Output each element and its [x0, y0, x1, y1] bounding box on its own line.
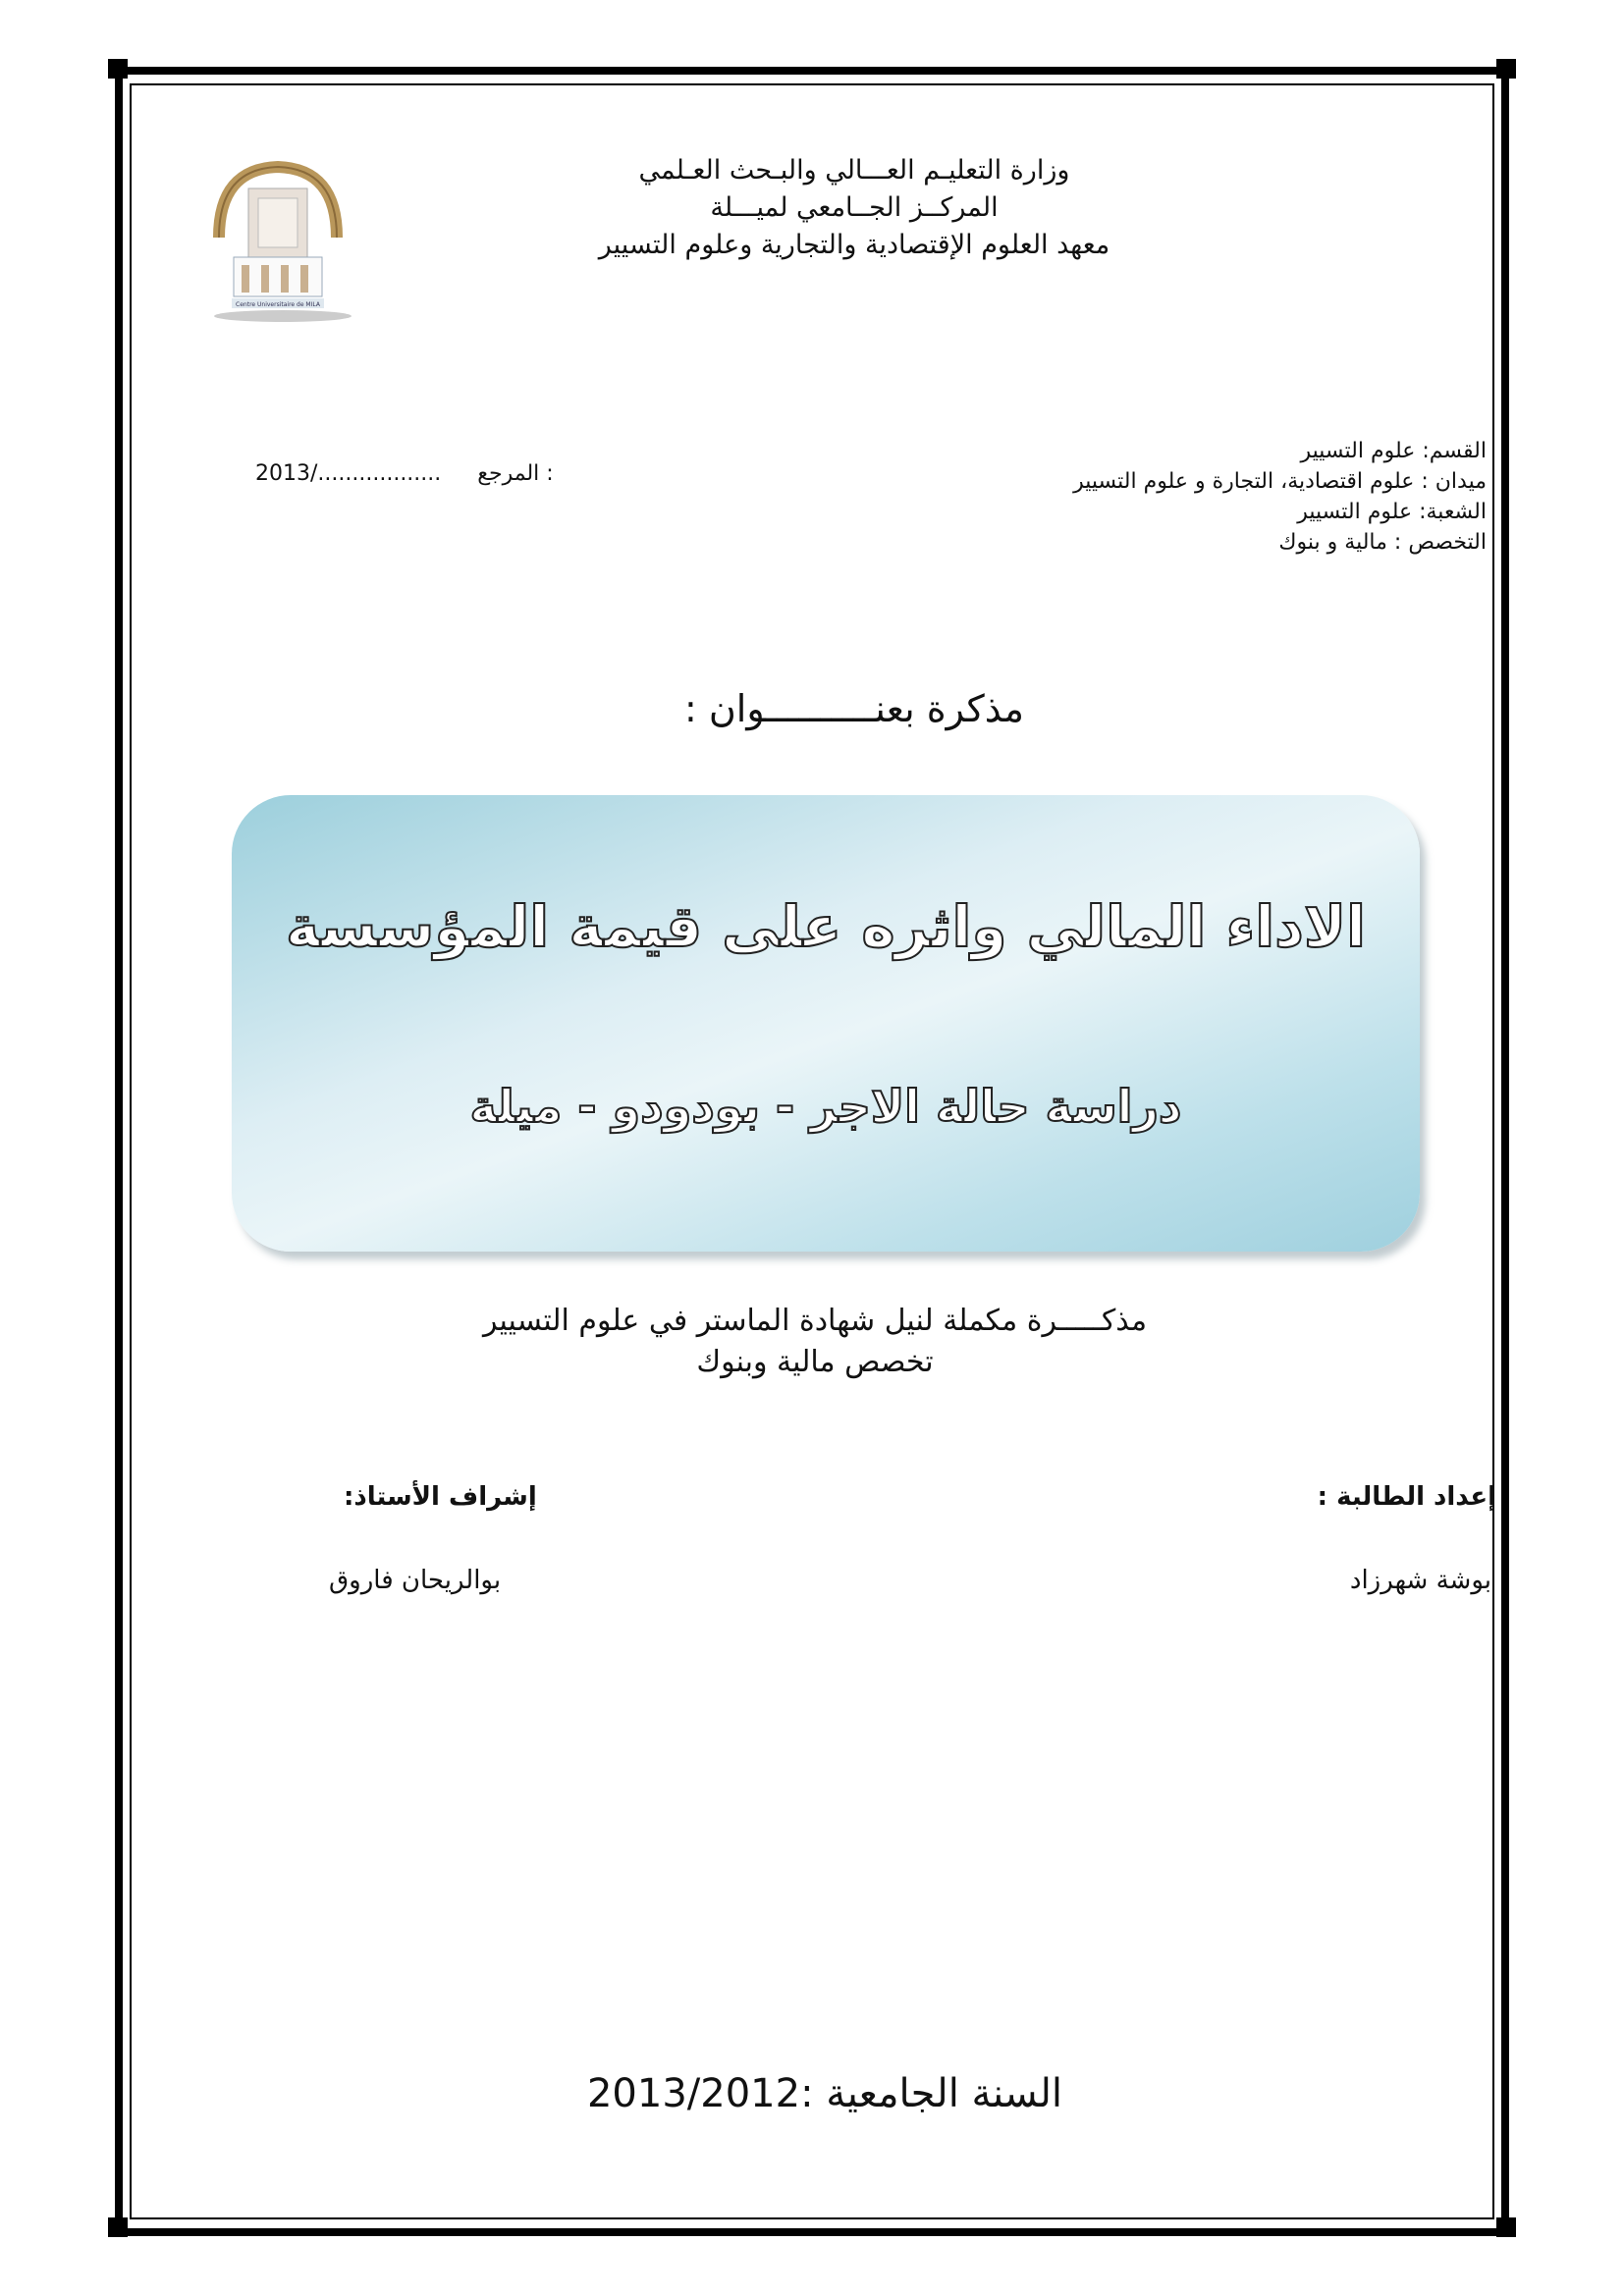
- student-name: بوشة شهرزاد: [1349, 1566, 1491, 1595]
- department: القسم: علوم التسيير: [1300, 439, 1487, 463]
- degree-statement: [412, 1301, 1218, 1383]
- supervisor-name: بوالريحان فاروق: [329, 1566, 502, 1595]
- reference-value: 2013/..................: [255, 461, 442, 486]
- logo-caption: Centre Universitaire de MILA: [236, 301, 320, 308]
- title-box: [232, 795, 1420, 1252]
- institution-header: [550, 152, 1159, 264]
- thesis-title: الاداء المالي واثره على قيمة المؤسسة: [286, 893, 1366, 960]
- memo-title-label: مذكرة بعنــــــــــوان :: [683, 687, 1025, 730]
- degree-line: مذكـــــرة مكملة لنيل شهادة الماستر في علوم التسيير: [482, 1304, 1148, 1338]
- reference-label: المرجع :: [477, 461, 554, 486]
- university-center-name: المركــز الجــامعي لميـــلة: [710, 192, 999, 223]
- field: ميدان : علوم اقتصادية، التجارة و علوم التسيير: [1073, 469, 1487, 494]
- supervised-by-label: إشراف الأستاذ:: [344, 1482, 537, 1512]
- university-logo: [204, 159, 352, 326]
- academic-info: [1073, 436, 1487, 558]
- specialty-line: تخصص مالية وبنوك: [696, 1345, 934, 1379]
- ministry-name: وزارة التعليـم العـــالي والبـحث العـلمي: [638, 155, 1070, 186]
- frame-corner: [108, 59, 128, 79]
- frame-corner: [1496, 59, 1516, 79]
- frame-corner: [108, 2217, 128, 2237]
- academic-year: السنة الجامعية :2013/2012: [586, 2071, 1063, 2116]
- prepared-by-label: إعداد الطالبة :: [1317, 1482, 1496, 1512]
- specialty: التخصص : مالية و بنوك: [1278, 530, 1487, 555]
- frame-corner: [1496, 2217, 1516, 2237]
- branch: الشعبة: علوم التسيير: [1297, 500, 1487, 524]
- reference: [255, 461, 554, 486]
- institute-name: معهد العلوم الإقتصادية والتجارية وعلوم التسيير: [598, 230, 1110, 260]
- case-study-subtitle: دراسة حالة الاجر - بودودو - ميلة: [469, 1080, 1182, 1133]
